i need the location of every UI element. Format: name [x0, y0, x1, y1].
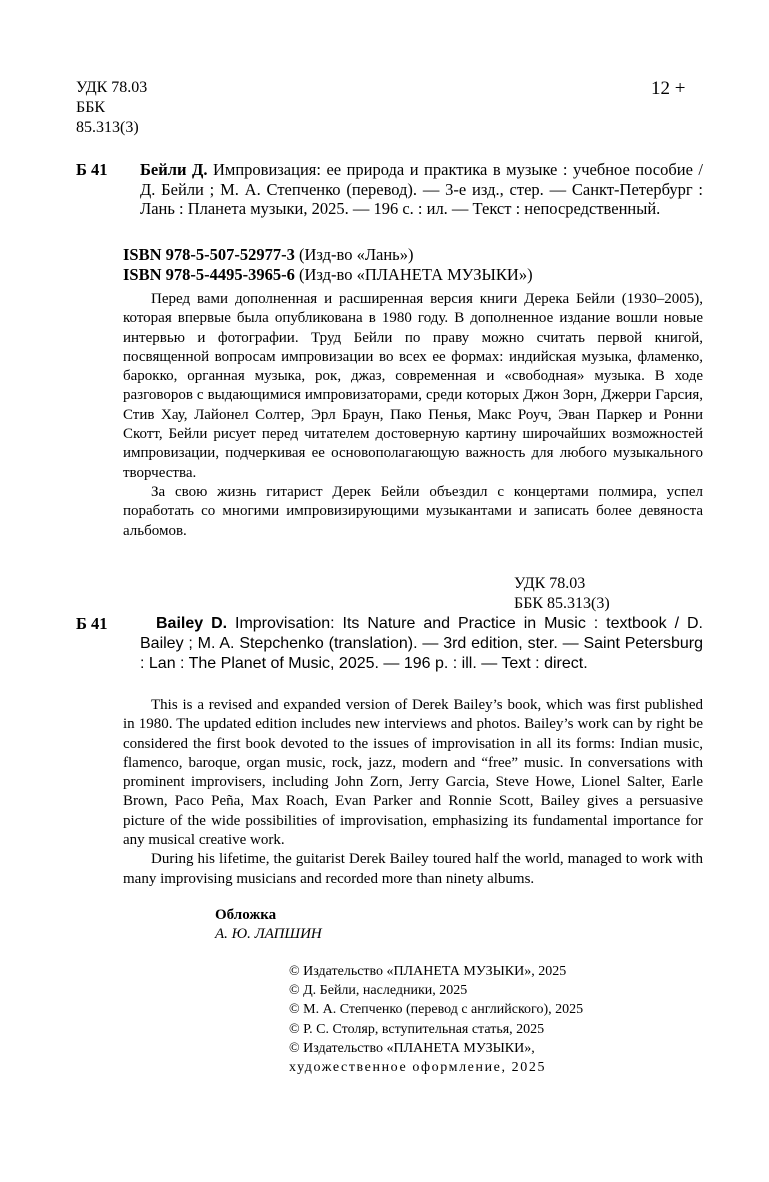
entry-text-en: Improvisation: Its Nature and Practice in Music : textbook / D. Bailey ; M. A. Stepchenko (translation). — 3rd edition, ster. — Saint Petersburg : Lan : The Planet of Music, 2025. — 196 p. : ill. — Text : direct.	[140, 615, 703, 672]
bbk-code-en: ББК 85.313(3)	[514, 595, 610, 612]
author-mark-en: Б 41	[76, 614, 108, 633]
copyright-block	[289, 962, 583, 1077]
annotation-en-paragraph-2: During his lifetime, the guitarist Derek Bailey toured half the world, managed to work with many improvising musicians and recorded more than ninety albums.	[123, 851, 703, 887]
author-mark-ru: Б 41	[76, 160, 108, 179]
annotation-en-paragraph-1: This is a revised and expanded version of Derek Bailey’s book, which was first published in 1980. The updated edition includes new interviews and photos. Bailey’s work can by right be considered the first book devoted to the issues of improvisation in all its forms: Indian music, flamenco, baroque, organ music, rock, jazz, modern and “free” music. In conversations with prominent improvisers, including John Zorn, Jerry Garcia, Steve Howe, Lionel Salter, Earle Brown, Paco Peña, Max Roach, Evan Parker and Ronnie Scott, Bailey gives a persuasive picture of the wide possibilities of improvisation, emphasizing its fundamental importance for any musical creative work.	[123, 697, 703, 849]
bibliographic-entry-en	[140, 614, 703, 674]
copyright-line: © Издательство «ПЛАНЕТА МУЗЫКИ»,	[289, 1040, 535, 1056]
udk-code-en: УДК 78.03	[514, 575, 586, 592]
isbn-line-2	[123, 265, 533, 285]
cover-title: Обложка	[215, 907, 277, 923]
bbk-code: 85.313(3)	[76, 119, 139, 136]
isbn-2-publisher: (Изд-во «ПЛАНЕТА МУЗЫКИ»)	[294, 265, 533, 284]
copyright-line: © М. А. Степченко (перевод с английского), 2025	[289, 1002, 584, 1018]
annotation-en	[123, 696, 703, 889]
isbn-1-publisher: (Изд-во «Лань»)	[294, 245, 414, 264]
annotation-ru-paragraph-2: За свою жизнь гитарист Дерек Бейли объездил с концертами полмира, успел поработать со многими импровизирующими музыкантами и записать более девяноста альбомов.	[123, 483, 703, 539]
bbk-label: ББК	[76, 99, 106, 116]
copyright-line: © Д. Бейли, наследники, 2025	[289, 983, 468, 999]
annotation-ru	[123, 290, 703, 541]
copyright-line: © Издательство «ПЛАНЕТА МУЗЫКИ», 2025	[289, 964, 567, 979]
isbn-line-1	[123, 245, 533, 265]
bibliographic-entry-ru	[140, 160, 703, 219]
udk-code: УДК 78.03	[76, 79, 148, 96]
author-name-ru: Бейли Д.	[140, 160, 208, 179]
cover-artist: А. Ю. ЛАПШИН	[215, 926, 322, 942]
cover-credit	[215, 906, 322, 944]
age-rating: 12 +	[651, 78, 686, 99]
classification-codes	[76, 78, 147, 138]
copyright-line: © Р. С. Столяр, вступительная статья, 2025	[289, 1021, 545, 1037]
isbn-1: ISBN 978-5-507-52977-3	[123, 245, 295, 264]
entry-text-ru: Импровизация: ее природа и практика в музыке : учебное пособие / Д. Бейли ; М. А. Степченко (перевод). — 3-е изд., стер. — Санкт-Петербург : Лань : Планета музыки, 2025. — 196 с. : ил. — Текст : непосредственный.	[140, 160, 703, 218]
author-name-en: Bailey D.	[156, 615, 228, 632]
classification-codes-en	[514, 574, 610, 614]
copyright-line: художественное оформление, 2025	[289, 1060, 547, 1076]
annotation-ru-paragraph-1: Перед вами дополненная и расширенная версия книги Дерека Бейли (1930–2005), которая впервые была опубликована в 1980 году. В дополненное издание вошли новые интервью и фотографии. Труд Бейли по праву можно считать первой книгой, посвященной вопросам импровизации во всех ее формах: индийская музыка, фламенко, барокко, органная музыка, рок, джаз, современная и «свободная» музыка. В ходе разговоров с выдающимися импровизаторами, среди которых Джон Зорн, Джерри Гарсия, Стив Хау, Лайонел Солтер, Эрл Браун, Пако Пенья, Макс Роуч, Эван Паркер и Ронни Скотт, Бейли рисует перед читателем достоверную картину широчайших возможностей импровизации, подчеркивая ее основополагающую важность для любого музыкального творчества.	[123, 291, 703, 481]
isbn-2: ISBN 978-5-4495-3965-6	[123, 265, 295, 284]
isbn-block	[123, 245, 533, 285]
